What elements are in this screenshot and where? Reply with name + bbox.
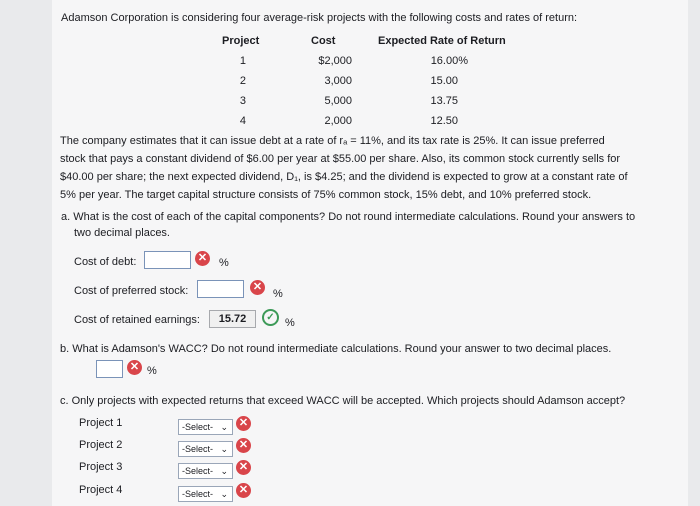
cost-of-retained-input[interactable]: 15.72	[209, 310, 256, 328]
select-value: -Select-	[182, 466, 214, 476]
intro-text: Adamson Corporation is considering four average-risk projects with the following costs and rates of return:	[61, 12, 578, 24]
paragraph-line: The company estimates that it can issue debt at a rate of rₐ = 11%, and its tax rate is 25%. It can issue preferred	[60, 135, 605, 147]
x-circle-icon: ✕	[250, 280, 265, 295]
percent-sign: %	[147, 365, 157, 377]
row4-rate: 12.50	[430, 115, 458, 127]
x-circle-icon: ✕	[236, 460, 251, 475]
project-4-select[interactable]	[178, 486, 233, 502]
row3-rate: 13.75	[430, 95, 458, 107]
percent-sign: %	[285, 317, 295, 329]
x-circle-icon: ✕	[236, 483, 251, 498]
chevron-down-icon: ⌄	[220, 466, 228, 476]
select-value: -Select-	[182, 444, 214, 454]
row2-project: 2	[239, 75, 246, 87]
header-rate: Expected Rate of Return	[378, 35, 506, 47]
paragraph-line: $40.00 per share; the next expected dividend, D₁, is $4.25; and the dividend is expected to grow at a constant rate of	[60, 171, 628, 183]
project-2-select[interactable]	[178, 441, 233, 457]
cost-of-debt-input[interactable]	[144, 251, 191, 269]
cost-of-preferred-label: Cost of preferred stock:	[74, 285, 189, 297]
row3-project: 3	[239, 95, 246, 107]
percent-sign: %	[273, 288, 283, 300]
project-2-label: Project 2	[79, 439, 123, 451]
x-circle-icon: ✕	[127, 360, 142, 375]
question-b-text: b. What is Adamson's WACC? Do not round intermediate calculations. Round your answer to two decimal places.	[60, 343, 612, 355]
row2-cost: 3,000	[324, 75, 352, 87]
paragraph-line: stock that pays a constant dividend of $6.00 per year at $55.00 per share. Also, its common stock currently sells for	[60, 153, 621, 165]
project-3-select[interactable]	[178, 463, 233, 479]
project-3-label: Project 3	[79, 461, 123, 473]
chevron-down-icon: ⌄	[220, 444, 228, 454]
check-circle-icon: ✓	[262, 309, 279, 326]
select-value: -Select-	[182, 422, 214, 432]
x-circle-icon: ✕	[195, 251, 210, 266]
chevron-down-icon: ⌄	[220, 422, 228, 432]
row3-cost: 5,000	[324, 95, 352, 107]
question-c-text: c. Only projects with expected returns that exceed WACC will be accepted. Which projects should Adamson accept?	[60, 395, 626, 407]
percent-sign: %	[219, 257, 229, 269]
row1-project: 1	[239, 55, 246, 67]
question-a-text: a. What is the cost of each of the capital components? Do not round intermediate calculations. Round your answers to	[61, 211, 636, 223]
cost-of-debt-label: Cost of debt:	[74, 256, 137, 268]
project-1-select[interactable]	[178, 419, 233, 435]
project-4-label: Project 4	[79, 484, 123, 496]
select-value: -Select-	[182, 489, 214, 499]
cost-of-retained-label: Cost of retained earnings:	[74, 314, 200, 326]
paragraph-line: 5% per year. The target capital structure consists of 75% common stock, 15% debt, and 10% preferred stock.	[60, 189, 592, 201]
x-circle-icon: ✕	[236, 438, 251, 453]
cost-of-preferred-input[interactable]	[197, 280, 244, 298]
question-a-text-2: two decimal places.	[74, 227, 170, 239]
header-project: Project	[222, 35, 260, 47]
header-cost: Cost	[311, 35, 336, 47]
chevron-down-icon: ⌄	[220, 489, 228, 499]
row1-cost: $2,000	[318, 55, 352, 67]
x-circle-icon: ✕	[236, 416, 251, 431]
row4-cost: 2,000	[324, 115, 352, 127]
row1-rate: 16.00%	[430, 55, 468, 67]
wacc-input[interactable]	[96, 360, 123, 378]
project-1-label: Project 1	[79, 417, 123, 429]
row2-rate: 15.00	[430, 75, 458, 87]
row4-project: 4	[239, 115, 246, 127]
